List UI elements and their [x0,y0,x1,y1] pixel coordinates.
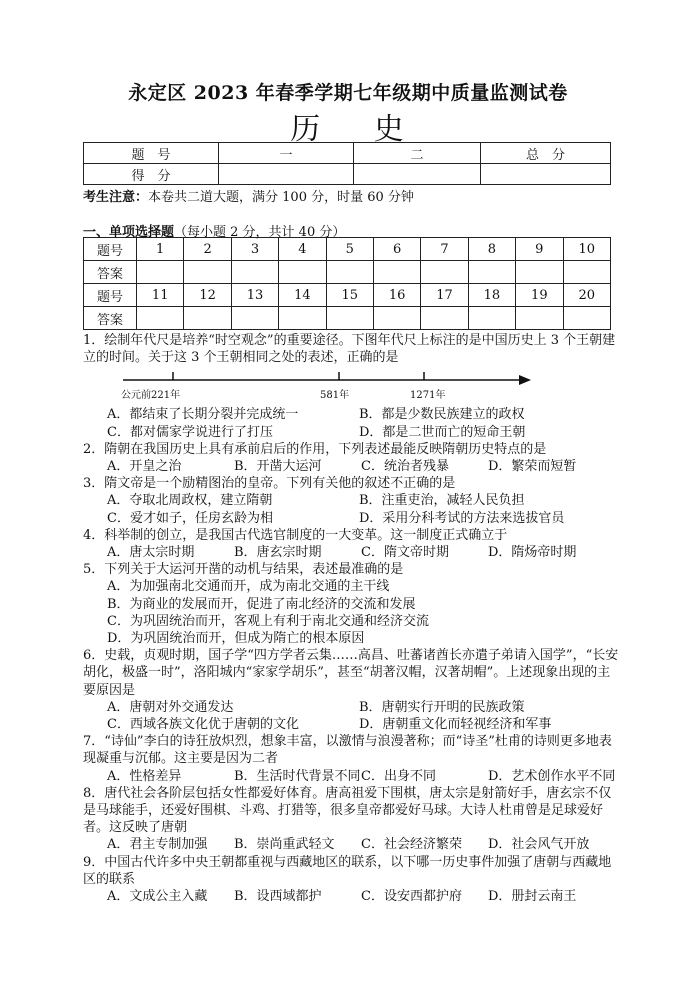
timeline-figure [83,366,623,406]
option-row [83,510,623,527]
subject-title: 历 史 [290,112,406,147]
question-number-cell: 2 [184,238,231,261]
question-item [83,332,623,441]
answer-cell[interactable] [326,307,373,330]
question-stem: 6．史载，贞观时期，国子学“四方学者云集……高昌、吐蕃诸酋长亦遣子弟请入国学”，“长安胡化，极盛一时”，洛阳城内“家家学胡乐”，甚至“胡著汉帽，汉著胡帽”。上述现象出现的主要原因是 [83,648,619,698]
answer-option: D．繁荣而短暂 [488,459,577,475]
answer-option: A．君主专制加强 [107,837,208,853]
answer-option: A．开皇之治 [107,459,182,475]
question-number-cell: 4 [279,238,326,261]
score-cell: 得 分 [84,164,219,185]
timeline-arrowhead [519,375,531,385]
section-note: （每小题 2 分，共计 40 分） [174,225,346,240]
question-item [83,441,623,475]
question-number-cell: 17 [421,284,468,307]
question-stem: 4．科举制的创立，是我国古代选官制度的一大变革。这一制度正式确立于 [83,527,508,543]
answer-option: A．文成公主入藏 [107,889,208,905]
answer-option: C．都对儒家学说进行了打压 [107,424,273,440]
answer-option: C．爱才如子，任房玄龄为相 [107,510,273,526]
question-stem: 9．中国古代许多中央王朝都重视与西藏地区的联系，以下哪一历史事件加强了唐朝与西藏地区的联系 [83,854,612,887]
notice-label: 考生注意： [83,190,149,205]
option-row [83,406,623,423]
answer-cell[interactable] [184,261,231,284]
question-stem: 3．隋文帝是一个励精图治的皇帝。下列有关他的叙述不正确的是 [83,476,456,492]
answer-row-blanks [84,307,611,330]
answer-row-numbers [84,284,611,307]
answer-cell[interactable] [468,307,515,330]
question-number-cell: 9 [516,238,563,261]
answer-option: D．都是二世而亡的短命王朝 [359,424,526,440]
option-row [83,888,623,905]
score-cell[interactable] [219,164,354,185]
score-cell[interactable] [354,164,481,185]
answer-option: D．册封云南王 [488,889,577,905]
question-stem: 7．“诗仙”李白的诗狂放炽烈，想象丰富，以激情与浪漫著称；而“诗圣”杜甫的诗则更多地表现凝重与沉郁。这主要是因为二者 [83,734,612,767]
option-row [83,596,623,613]
option-row [83,492,623,509]
answer-cell[interactable] [137,307,184,330]
question-number-cell: 20 [563,284,610,307]
option-row [83,699,623,716]
answer-option: B．设西域都护 [234,889,322,905]
question-item [83,733,623,785]
timeline-label: 581年 [320,390,350,402]
answer-option: A．唐朝对外交通发达 [107,699,234,715]
answer-option: A．唐太宗时期 [107,545,195,561]
answer-cell[interactable] [468,261,515,284]
answer-option: D．隋炀帝时期 [488,545,577,561]
answer-option: C．西域各族文化优于唐朝的文化 [107,717,299,733]
answer-cell[interactable] [279,307,326,330]
answer-option: C．设安西都护府 [361,889,462,905]
option-row [83,836,623,853]
question-number-cell: 19 [516,284,563,307]
answer-option: C．统治者残暴 [361,459,449,475]
question-number-cell: 11 [137,284,184,307]
timeline-label: 1271年 [410,390,446,402]
answer-option: A．为加强南北交通而开，成为南北交通的主干线 [107,579,390,595]
answer-option: C．出身不同 [361,768,436,784]
answer-option: D．为巩固统治而开，但成为隋亡的根本原因 [107,631,365,647]
answer-cell[interactable] [421,307,468,330]
question-stem: 5．下列关于大运河开凿的动机与结果，表述最准确的是 [83,562,404,578]
option-row [83,613,623,630]
question-item [83,561,623,647]
question-number-cell: 13 [231,284,278,307]
answer-cell[interactable] [516,261,563,284]
answer-row-numbers [84,238,611,261]
answer-cell[interactable] [279,261,326,284]
score-cell[interactable] [481,164,611,185]
exam-title: 永定区 2023 年春季学期七年级期中质量监测试卷 [128,82,568,104]
question-number-cell: 5 [326,238,373,261]
answer-cell[interactable] [421,261,468,284]
notice-text: 本卷共二道大题，满分 100 分，时量 60 分钟 [148,190,414,205]
answer-cell[interactable] [563,307,610,330]
score-header-cell: 总 分 [481,143,611,164]
answer-option: B．崇尚重武轻文 [234,837,335,853]
answer-option: B．注重吏治，减轻人民负担 [359,493,525,509]
question-number-cell: 18 [468,284,515,307]
question-item [83,475,623,527]
option-row [83,630,623,647]
option-row [83,424,623,441]
answer-row-blanks [84,261,611,284]
score-header-cell: 一 [219,143,354,164]
row-label: 答案 [84,261,137,284]
question-number-cell: 14 [279,284,326,307]
question-number-cell: 7 [421,238,468,261]
question-stem: 8．唐代社会各阶层包括女性都爱好体育。唐高祖爱下围棋，唐太宗是射箭好手，唐玄宗不仅是马球能手，还爱好围棋、斗鸡、打猎等，很多皇帝都爱好马球。大诗人杜甫曾是足球爱好者。这反映了唐朝 [83,785,612,836]
answer-option: D．采用分科考试的方法来选拔官员 [359,510,565,526]
option-row [83,768,623,785]
section-label: 一、单项选择题 [83,225,175,240]
answer-option: D．艺术创作水平不同 [488,768,616,784]
answer-option: A．都结束了长期分裂并完成统一 [107,407,299,423]
answer-cell[interactable] [184,307,231,330]
option-row [83,544,623,561]
score-header-cell: 题 号 [84,143,219,164]
answer-option: B．都是少数民族建立的政权 [359,407,525,423]
option-row [83,578,623,595]
question-number-cell: 15 [326,284,373,307]
row-label: 题号 [84,238,137,261]
row-label: 题号 [84,284,137,307]
question-stem: 2．隋朝在我国历史上具有承前启后的作用，下列表述最能反映隋朝历史特点的是 [83,441,547,457]
question-number-cell: 3 [231,238,278,261]
score-header-cell: 二 [354,143,481,164]
answer-option: C．隋文帝时期 [361,545,449,561]
answer-option: B．唐朝实行开明的民族政策 [359,699,525,715]
answer-cell[interactable] [326,261,373,284]
answer-table [83,237,611,330]
question-number-cell: 12 [184,284,231,307]
question-number-cell: 1 [137,238,184,261]
row-label: 答案 [84,307,137,330]
answer-option: C．社会经济繁荣 [361,837,462,853]
answer-cell[interactable] [563,261,610,284]
question-list [83,332,623,905]
answer-cell[interactable] [231,261,278,284]
answer-option: B．生活时代背景不同 [234,768,361,784]
question-item [83,854,623,906]
answer-option: D．社会风气开放 [488,837,590,853]
answer-option: A．性格差异 [107,768,182,784]
answer-option: B．唐玄宗时期 [234,545,322,561]
option-row [83,458,623,475]
answer-cell[interactable] [137,261,184,284]
question-stem: 1．绘制年代尺是培养“时空观念”的重要途径。下图年代尺上标注的是中国历史上 3 个王朝建立的时间。关于这 3 个王朝相同之处的表述，正确的是 [83,333,616,366]
question-number-cell: 16 [373,284,420,307]
answer-option: A．夺取北周政权，建立隋朝 [107,493,273,509]
question-item [83,527,623,561]
answer-cell[interactable] [373,261,420,284]
answer-option: B．为商业的发展而开，促进了南北经济的交流和发展 [107,596,416,612]
question-item [83,785,623,854]
answer-option: C．为巩固统治而开，客观上有利于南北交通和经济交流 [107,613,429,629]
question-number-cell: 10 [563,238,610,261]
question-number-cell: 6 [373,238,420,261]
exam-notice [83,186,414,205]
answer-option: D．唐朝重文化而轻视经济和军事 [359,717,552,733]
question-item [83,647,623,733]
option-row [83,716,623,733]
question-number-cell: 8 [468,238,515,261]
score-table [83,142,611,185]
timeline-label: 公元前221年 [121,390,181,402]
answer-option: B．开凿大运河 [234,459,322,475]
answer-cell[interactable] [231,307,278,330]
answer-cell[interactable] [373,307,420,330]
answer-cell[interactable] [516,307,563,330]
